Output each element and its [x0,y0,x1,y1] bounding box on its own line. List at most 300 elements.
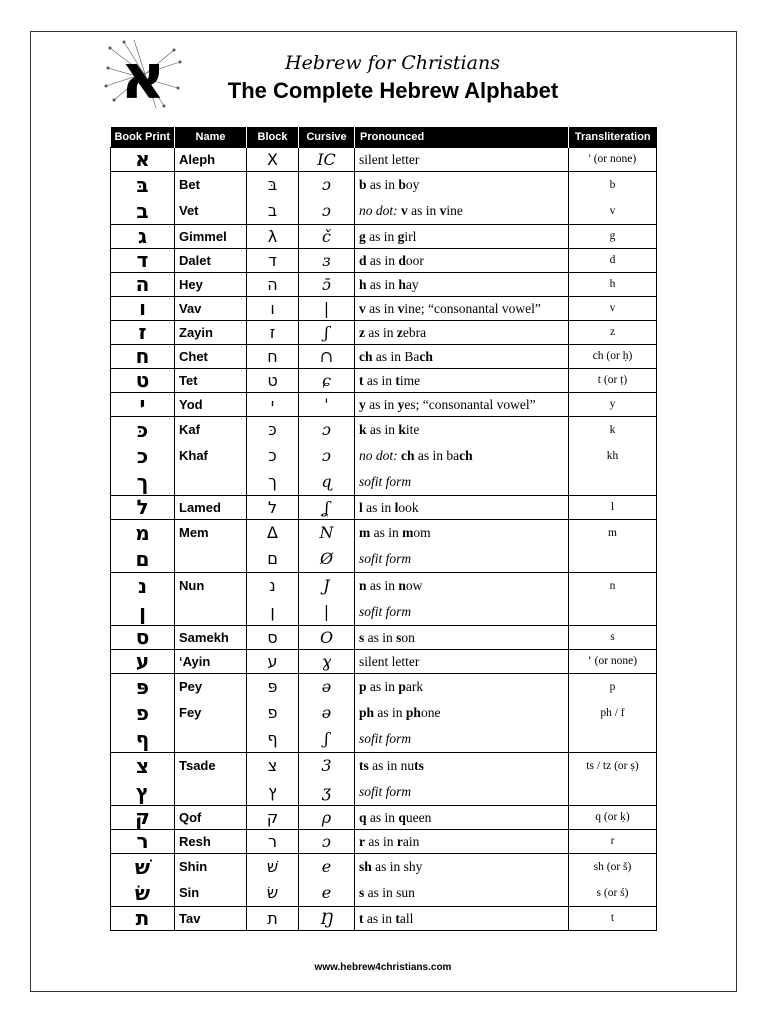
transliteration [569,726,656,752]
table-body [111,148,657,931]
book-print-cell [111,345,175,369]
letter-name: Sin [179,885,200,900]
table-row [111,907,657,931]
alphabet-table [110,127,657,931]
letter-name [175,469,246,495]
pronunciation-segment: as in [366,253,399,268]
transliteration [569,779,656,805]
pronunciation-segment: ebra [402,325,427,340]
pronunciation-segment: ine [446,203,463,218]
table-row [111,674,657,753]
cursive-letter: J [323,576,330,595]
letter-name: Aleph [179,152,216,167]
block-letter: X [267,150,278,169]
book-print-cell [111,225,175,249]
table-row [111,573,657,626]
pronunciation-segment: as in [366,679,399,694]
name-cell [175,172,247,225]
cursive-cell [299,674,355,753]
pronunciation-segment: as in nu [368,758,415,773]
column-header-transliteration: Transliteration [569,127,657,148]
name-cell [175,650,247,674]
pronunciation-segment: silent letter [359,654,420,669]
pronunciation [355,520,568,546]
name-cell [175,297,247,321]
pronunciation-segment: t [359,911,364,926]
pronunciation [355,225,568,248]
pronunciation [355,854,568,880]
column-header-book-print: Book Print [111,127,175,148]
transliteration: n [609,580,616,592]
cursive-letter: ' [324,395,329,414]
pronunciation-segment: as in [365,325,397,340]
pronunciation [355,700,568,726]
pronunciation-segment: as in [374,705,406,720]
book-print-letter: כּ [136,418,149,442]
pronounced-cell [355,674,569,753]
transliteration: ts / tz (or ṣ) [586,760,639,772]
book-print-cell [111,148,175,172]
pronunciation-segment: ch [401,448,415,463]
transliteration: q (or ḳ) [595,811,630,823]
table-row [111,854,657,907]
pronounced-cell [355,907,569,931]
name-cell [175,806,247,830]
cursive-cell [299,496,355,520]
cursive-letter: ɔ [322,175,331,194]
block-letter: שׂ [266,883,279,902]
cursive-letter: ∩ [319,347,334,366]
cursive-cell [299,148,355,172]
letter-name: Samekh [179,630,229,645]
transliteration: y [609,398,616,410]
pronunciation [355,417,568,443]
name-cell [175,249,247,273]
block-letter: ץ [268,782,277,801]
pronunciation-segment: es; “consonantal vowel” [404,397,536,412]
letter-name: Zayin [179,325,213,340]
svg-text:א: א [120,40,166,110]
book-print-letter: בּ [136,173,149,197]
letter-name: Lamed [179,500,221,515]
book-print-letter: צ [135,754,150,778]
pronunciation-segment: no dot: [359,448,401,463]
cursive-letter: ə [321,703,332,722]
block-cell [247,626,299,650]
block-letter: ק [266,808,279,827]
cursive-letter: ɔ [322,446,331,465]
cursive-cell [299,225,355,249]
book-print-cell [111,393,175,417]
pronounced-cell [355,297,569,321]
pronunciation-segment: q [398,810,406,825]
block-letter: בּ [267,175,278,194]
name-cell [175,393,247,417]
cursive-letter: ɔ [322,420,331,439]
pronounced-cell [355,393,569,417]
block-cell [247,854,299,907]
pronunciation-segment: ch [459,448,473,463]
block-letter: כּ [268,420,277,439]
transliteration-cell [569,225,657,249]
cursive-letter: ɔ [322,832,331,851]
name-cell [175,369,247,393]
pronounced-cell [355,496,569,520]
pronunciation-segment: ook [398,500,419,515]
table-row [111,172,657,225]
block-cell [247,172,299,225]
pronunciation-segment: ow [405,578,423,593]
pronunciation-segment: p [398,679,406,694]
column-header-name: Name [175,127,247,148]
cursive-letter: ɜ [322,251,331,270]
cursive-cell [299,854,355,907]
column-header-pronounced: Pronounced [355,127,569,148]
table-row [111,297,657,321]
transliteration-cell [569,172,657,225]
pronunciation-segment: t [395,911,400,926]
letter-name: Qof [179,810,202,825]
pronunciation-segment: ts [359,758,369,773]
cursive-cell [299,345,355,369]
table-row [111,369,657,393]
pronounced-cell [355,520,569,573]
pronunciation [355,753,568,779]
pronunciation-segment: all [399,911,414,926]
transliteration-cell [569,496,657,520]
letter-name: Resh [179,834,211,849]
pronunciation-segment: ch [359,349,373,364]
pronunciation-segment: as in [366,277,399,292]
pronunciation-segment: p [359,679,367,694]
pronounced-cell [355,854,569,907]
letter-name [175,546,246,572]
block-cell [247,225,299,249]
transliteration-cell [569,393,657,417]
pronunciation-segment: irl [404,229,417,244]
table-row [111,830,657,854]
name-cell [175,626,247,650]
cursive-letter: 3 [321,756,332,775]
pronunciation-segment: as in [370,525,403,540]
pronunciation-segment: as in [364,630,397,645]
transliteration [569,469,656,495]
pronunciation-segment: k [359,422,367,437]
book-print-letter: ק [135,806,150,829]
pronunciation-segment: oor [405,253,424,268]
table-row [111,417,657,496]
transliteration: s (or ś) [596,887,629,899]
pronunciation-segment: as in shy [371,859,423,874]
pronunciation-segment: ay [405,277,419,292]
pronunciation-segment: as in [366,810,399,825]
book-print-letter: ג [138,225,147,248]
pronunciation-segment: m [359,525,371,540]
cursive-cell [299,297,355,321]
pronounced-cell [355,273,569,297]
table-row [111,148,657,172]
pronunciation [355,779,568,805]
letter-name [175,779,246,805]
transliteration-cell [569,520,657,573]
cursive-cell [299,806,355,830]
block-letter: ד [268,251,277,270]
pronunciation-segment: z [359,325,365,340]
pronunciation-segment: as in [366,578,399,593]
block-letter: ע [267,652,278,671]
cursive-cell [299,249,355,273]
letter-name: Shin [179,859,208,874]
pronunciation-segment: sofit form [359,784,412,799]
page-subtitle: Hebrew for Christians [285,52,500,74]
transliteration-cell [569,650,657,674]
pronunciation [355,172,568,198]
book-print-letter: נ [137,574,148,598]
cursive-letter: O [319,628,334,647]
cursive-cell [299,321,355,345]
cursive-cell [299,520,355,573]
table-row [111,650,657,674]
book-print-letter: ח [135,345,150,368]
transliteration: k [609,424,616,436]
transliteration-cell [569,674,657,753]
pronunciation-segment: y [397,397,405,412]
block-letter: ם [267,549,278,568]
book-print-letter: פ [135,701,150,725]
pronunciation [355,469,568,495]
transliteration-cell [569,830,657,854]
book-print-letter: ף [135,727,150,751]
cursive-cell [299,650,355,674]
block-cell [247,806,299,830]
book-print-letter: א [135,148,150,171]
letter-name: Kaf [179,422,200,437]
pronunciation [355,626,568,649]
pronunciation [355,907,568,930]
book-print-letter: ת [135,907,150,930]
book-print-letter: ד [136,249,149,272]
block-letter: פ [267,703,278,722]
block-cell [247,520,299,573]
transliteration: s [610,631,615,643]
pronunciation-segment: b [359,177,367,192]
pronunciation-segment: ph [405,705,421,720]
book-print-letter: ב [136,199,149,223]
block-cell [247,297,299,321]
cursive-letter: | [323,299,330,318]
pronunciation-segment: ph [359,705,375,720]
block-letter: ן [270,602,275,621]
book-print-letter: ם [135,547,150,571]
name-cell [175,907,247,931]
book-print-cell [111,573,175,626]
table-header-row [111,127,657,148]
cursive-cell [299,369,355,393]
pronunciation-segment: ine; “consonantal vowel” [404,301,541,316]
aleph-logo-icon [104,38,182,110]
pronunciation [355,830,568,853]
cursive-cell [299,573,355,626]
block-letter: ך [268,472,277,491]
pronunciation [355,496,568,519]
pronunciation-segment: h [398,277,406,292]
name-cell [175,273,247,297]
table-row [111,626,657,650]
letter-name: Gimmel [179,229,227,244]
pronounced-cell [355,225,569,249]
cursive-letter: e [321,883,332,902]
transliteration-cell [569,148,657,172]
cursive-letter: IC [317,150,336,169]
pronunciation-segment: no dot: [359,203,401,218]
pronounced-cell [355,806,569,830]
block-letter: ה [267,275,278,294]
pronunciation [355,726,568,752]
pronunciation-segment: ark [405,679,424,694]
block-cell [247,273,299,297]
transliteration: p [609,681,616,693]
pronounced-cell [355,417,569,496]
book-print-cell [111,806,175,830]
block-letter: נ [269,576,276,595]
pronunciation-segment: sofit form [359,551,412,566]
pronunciation-segment: om [413,525,431,540]
name-cell [175,830,247,854]
transliteration: ch (or ḥ) [592,350,633,362]
block-cell [247,674,299,753]
letter-name: Fey [179,705,202,720]
transliteration: l [610,501,615,513]
pronunciation-segment: as in [366,422,399,437]
block-cell [247,321,299,345]
book-print-letter: ן [139,600,146,624]
block-letter: ת [267,909,278,928]
transliteration: ' (or none) [588,153,637,165]
book-print-letter: ץ [135,780,150,804]
book-print-cell [111,674,175,753]
pronunciation-segment: sofit form [359,604,412,619]
book-print-letter: ו [139,297,146,320]
pronounced-cell [355,830,569,854]
pronunciation-segment: g [397,229,405,244]
cursive-letter: | [323,602,330,621]
book-print-letter: ה [135,273,150,296]
name-cell [175,520,247,573]
name-cell [175,496,247,520]
name-cell [175,573,247,626]
transliteration-cell [569,297,657,321]
pronunciation-segment: on [401,630,415,645]
pronunciation-segment: sh [359,859,372,874]
cursive-cell [299,907,355,931]
cursive-cell [299,830,355,854]
pronunciation-segment: as in [362,500,395,515]
column-header-cursive: Cursive [299,127,355,148]
pronounced-cell [355,753,569,806]
pronunciation-segment: as in sun [364,885,415,900]
table-row [111,321,657,345]
column-header-block: Block [247,127,299,148]
book-print-cell [111,650,175,674]
transliteration-cell [569,854,657,907]
block-letter: י [270,395,275,414]
transliteration: sh (or š) [593,861,632,873]
cursive-letter: ɋ [321,472,332,491]
cursive-cell [299,172,355,225]
pronounced-cell [355,148,569,172]
cursive-letter: č [322,227,331,246]
pronounced-cell [355,650,569,674]
pronunciation-segment: g [359,229,366,244]
book-print-cell [111,369,175,393]
pronunciation-segment: silent letter [359,152,420,167]
pronunciation-segment: s [359,630,365,645]
pronounced-cell [355,249,569,273]
pronunciation [355,297,568,320]
cursive-letter: ʃ [324,729,329,748]
pronunciation-segment: as in [363,373,396,388]
pronunciation [355,249,568,272]
book-print-cell [111,854,175,907]
table-row [111,806,657,830]
table-row [111,393,657,417]
book-print-cell [111,273,175,297]
transliteration-cell [569,573,657,626]
block-cell [247,650,299,674]
transliteration: g [609,230,616,242]
pronunciation-segment: r [359,834,365,849]
pronunciation-segment: sofit form [359,731,412,746]
name-cell [175,417,247,496]
block-letter: ח [267,347,278,366]
block-cell [247,496,299,520]
block-letter: כ [268,446,277,465]
pronunciation-segment: oy [405,177,420,192]
cursive-letter: ʃ [324,323,329,342]
transliteration: v [609,205,616,217]
cursive-cell [299,273,355,297]
name-cell [175,753,247,806]
pronunciation [355,650,568,673]
cursive-letter: ɔ [322,201,331,220]
pronunciation [355,599,568,625]
book-print-letter: ל [136,496,149,519]
cursive-letter: ə [321,677,332,696]
cursive-letter: ρ [321,808,332,827]
transliteration: t (or ṭ) [597,374,628,386]
block-cell [247,249,299,273]
pronunciation-segment: v [397,301,405,316]
letter-name: Tet [179,373,198,388]
letter-name: Khaf [179,448,208,463]
block-letter: ס [267,628,278,647]
name-cell [175,854,247,907]
book-print-cell [111,907,175,931]
letter-name: Dalet [179,253,211,268]
cursive-cell [299,417,355,496]
pronunciation-segment: n [359,578,367,593]
block-letter: ף [267,729,278,748]
table-row [111,753,657,806]
pronunciation-segment: ite [405,422,420,437]
pronunciation-segment: t [359,373,364,388]
pronunciation-segment: b [398,177,406,192]
pronunciation-segment: y [359,397,366,412]
pronunciation-segment: h [359,277,367,292]
pronunciation-segment: ime [399,373,421,388]
transliteration: r [610,835,615,847]
transliteration-cell [569,321,657,345]
